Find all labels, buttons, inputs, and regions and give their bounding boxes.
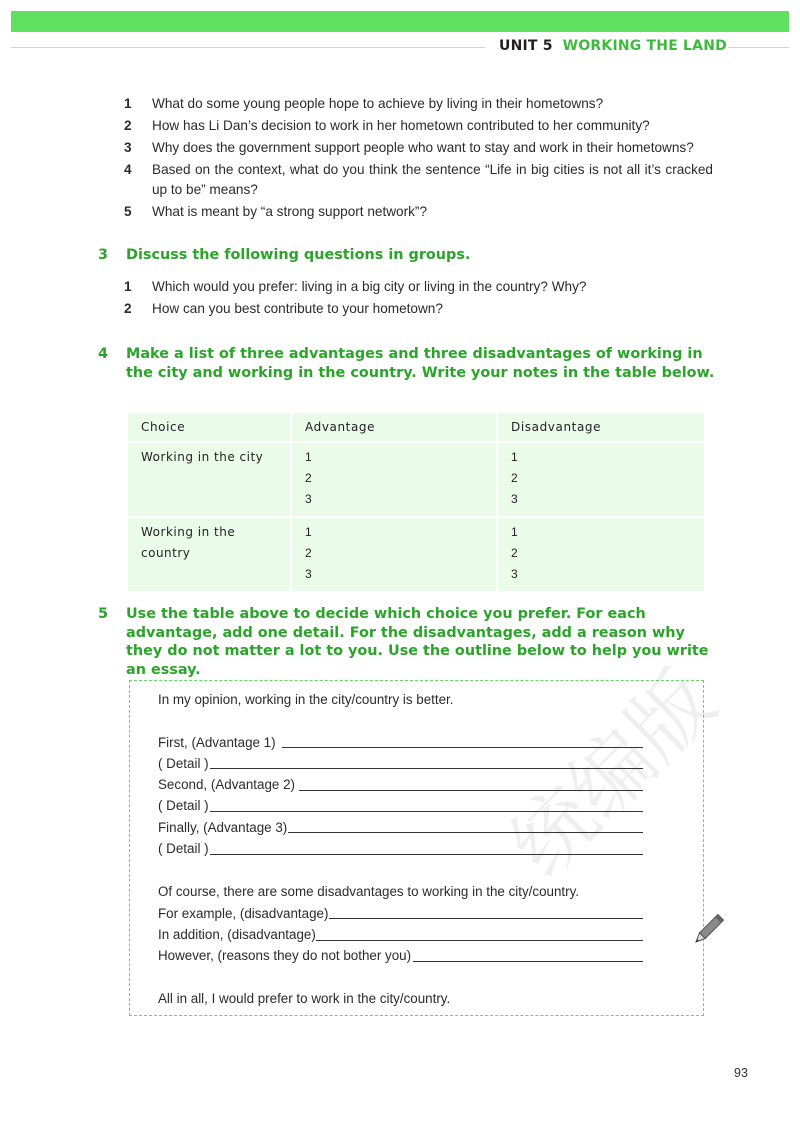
answer-line-detail-2[interactable] bbox=[210, 811, 643, 812]
answer-line-advantage-2[interactable] bbox=[299, 790, 643, 791]
exercise-number: 5 bbox=[98, 606, 109, 622]
disadvantage-cell[interactable]: 1 2 3 bbox=[498, 441, 704, 516]
discussion-questions bbox=[124, 277, 713, 321]
choice-cell: Working in the city bbox=[128, 441, 290, 516]
answer-line-advantage-3[interactable] bbox=[288, 832, 643, 833]
outline-opening: In my opinion, working in the city/country is better. bbox=[158, 692, 454, 707]
column-header-disadvantage: Disadvantage bbox=[498, 413, 704, 441]
answer-line-advantage-1[interactable] bbox=[282, 747, 643, 748]
question-item: 2 How has Li Dan’s decision to work in her hometown contributed to her community? bbox=[124, 118, 650, 133]
outline-first: First, (Advantage 1) bbox=[158, 735, 276, 750]
page-number: 93 bbox=[734, 1066, 748, 1080]
pencil-icon bbox=[688, 910, 728, 950]
header-color-bar bbox=[11, 11, 789, 32]
outline-second: Second, (Advantage 2) bbox=[158, 777, 295, 792]
comprehension-questions bbox=[124, 94, 713, 224]
advantage-cell[interactable]: 1 2 3 bbox=[292, 516, 496, 591]
answer-line-disadvantage-1[interactable] bbox=[329, 918, 643, 919]
outline-addition: In addition, (disadvantage) bbox=[158, 927, 316, 942]
exercise-number: 3 bbox=[98, 247, 109, 263]
outline-however: However, (reasons they do not bother you) bbox=[158, 948, 412, 963]
unit-heading bbox=[499, 38, 727, 54]
answer-line-reasons[interactable] bbox=[413, 961, 643, 962]
outline-closing: All in all, I would prefer to work in the city/country. bbox=[158, 991, 451, 1006]
exercise-instruction: Use the table above to decide which choice you prefer. For each advantage, add one detail. For the disadvantages, add a reason why they do not matter a lot to you. Use the outline below to help you write an essay. bbox=[126, 606, 709, 678]
outline-finally: Finally, (Advantage 3) bbox=[158, 820, 288, 835]
question-item: 1 Which would you prefer: living in a big city or living in the country? Why? bbox=[124, 279, 587, 294]
advantages-table bbox=[126, 413, 706, 591]
header-rule-right bbox=[728, 47, 789, 48]
outline-detail-3: ( Detail ) bbox=[158, 841, 209, 856]
table-row bbox=[128, 516, 704, 591]
exercise-instruction: Discuss the following questions in groups. bbox=[126, 247, 471, 263]
answer-line-detail-3[interactable] bbox=[210, 854, 643, 855]
outline-detail-2: ( Detail ) bbox=[158, 798, 209, 813]
outline-example: For example, (disadvantage) bbox=[158, 906, 329, 921]
answer-line-disadvantage-2[interactable] bbox=[316, 940, 643, 941]
outline-disadvantage-intro: Of course, there are some disadvantages to working in the city/country. bbox=[158, 884, 580, 899]
question-item: 3 Why does the government support people who want to stay and work in their hometowns? bbox=[124, 140, 694, 155]
table-header-row bbox=[128, 413, 704, 441]
question-item: 2 How can you best contribute to your hometown? bbox=[124, 301, 443, 316]
disadvantage-cell[interactable]: 1 2 3 bbox=[498, 516, 704, 591]
unit-number: UNIT 5 bbox=[499, 38, 553, 54]
advantage-cell[interactable]: 1 2 3 bbox=[292, 441, 496, 516]
unit-title: WORKING THE LAND bbox=[562, 38, 727, 54]
choice-cell: Working in the country bbox=[128, 516, 290, 591]
outline-detail-1: ( Detail ) bbox=[158, 756, 209, 771]
question-item: 5 What is meant by “a strong support network”? bbox=[124, 204, 428, 219]
column-header-advantage: Advantage bbox=[292, 413, 496, 441]
exercise-instruction: Make a list of three advantages and three disadvantages of working in the city and working in the country. Write your notes in the table below. bbox=[126, 346, 715, 381]
table-row bbox=[128, 441, 704, 516]
answer-line-detail-1[interactable] bbox=[210, 768, 643, 769]
question-item: 4 Based on the context, what do you think the sentence “Life in big cities is not all it’s cracked up to be” means? bbox=[124, 162, 713, 197]
question-item: 1 What do some young people hope to achieve by living in their hometowns? bbox=[124, 96, 604, 111]
watermark: 统编版 bbox=[492, 653, 734, 895]
column-header-choice: Choice bbox=[128, 413, 290, 441]
header-rule-left bbox=[11, 47, 485, 48]
exercise-number: 4 bbox=[98, 346, 109, 362]
